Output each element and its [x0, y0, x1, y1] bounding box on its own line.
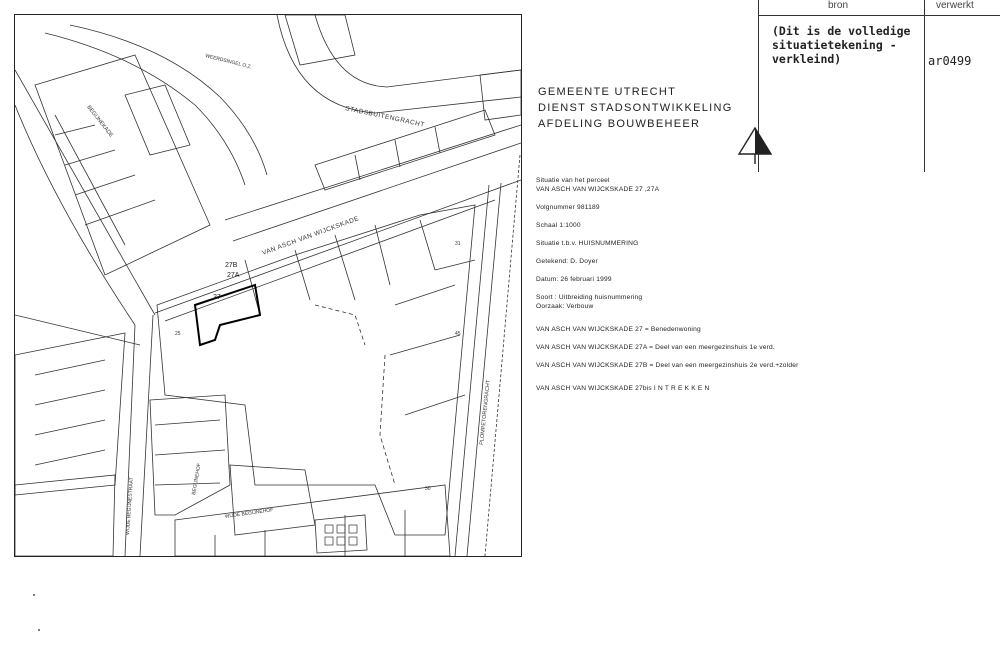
stamp-note-line: situatietekening -: [772, 38, 897, 52]
intrekken-entry: VAN ASCH VAN WIJCKSKADE 27bis I N T R E K K E N: [536, 385, 710, 392]
stamp-note-line: verkleind): [772, 52, 842, 66]
canal-edge: [277, 15, 521, 113]
street-label-stadsbuitengracht: STADSBUITENGRACHT: [344, 105, 426, 129]
building-block: [175, 485, 450, 556]
plot-boundary: [380, 355, 395, 485]
plot-boundary: [315, 305, 365, 345]
title-line: DIENST STADSONTWIKKELING: [538, 102, 733, 114]
address-entry: VAN ASCH VAN WIJCKSKADE 27A = Deel van een meergezinshuis 1e verd.: [536, 344, 775, 351]
archive-code: ar0499: [928, 54, 972, 68]
building-block: [150, 395, 230, 515]
house-number: 25: [175, 331, 181, 337]
map-drawing: [15, 15, 521, 556]
quay-road: [15, 70, 155, 315]
oorzaak: Oorzaak: Verbouw: [536, 303, 594, 310]
street-edge: [140, 315, 153, 556]
stamp-header-bron: bron: [828, 0, 849, 11]
archive-stamp: [758, 0, 1000, 172]
canal-edge: [485, 155, 520, 556]
street-label-weerdsingel: WEERDSINGEL O.Z.: [204, 53, 253, 71]
house-number: 30: [425, 486, 431, 492]
building-block: [230, 465, 315, 535]
canal-edge: [70, 25, 267, 175]
situation-map: [14, 14, 522, 557]
address-entry: VAN ASCH VAN WIJCKSKADE 27 = Benedenwoning: [536, 326, 701, 333]
stamp-note-line: (Dit is de volledige: [772, 24, 911, 38]
courtyard-grid: [325, 525, 357, 545]
soort: Soort : Uitbreiding huisnummering: [536, 294, 643, 301]
situatie-tbv: Situatie t.b.v. HUISNUMMERING: [536, 240, 639, 247]
building-block: [285, 15, 355, 65]
getekend: Getekend: D. Doyer: [536, 258, 598, 265]
building-block: [35, 55, 210, 275]
street-label-plompetorengracht: PLOMPETORENGRACHT: [479, 379, 492, 446]
scan-speck: [33, 594, 35, 596]
building-block: [125, 85, 190, 155]
address-entry: VAN ASCH VAN WIJCKSKADE 27B = Deel van een meergezinshuis 2e verd.+zolder: [536, 362, 799, 369]
building-block: [35, 360, 105, 465]
title-line: AFDELING BOUWBEHEER: [538, 118, 701, 130]
building-block: [315, 515, 367, 553]
house-number: 45: [455, 331, 461, 337]
street-label-begijnehof: BEGIJNEHOF: [191, 462, 203, 496]
situatie-label: Situatie van het perceel: [536, 177, 610, 184]
street-label-begijnekade: BEGIJNEKADE: [85, 104, 114, 139]
building-block: [15, 333, 125, 495]
datum: Datum: 26 februari 1999: [536, 276, 612, 283]
quay-road: [165, 200, 495, 321]
street-label-van-asch: VAN ASCH VAN WIJCKSKADE: [261, 215, 361, 257]
title-line: GEMEENTE UTRECHT: [538, 86, 677, 98]
street-label-wijde-begijnehof: WIJDE BEGIJNEHOF: [224, 507, 274, 520]
schaal: Schaal 1:1000: [536, 222, 581, 229]
house-number-27b: 27B: [225, 262, 238, 269]
building-block: [155, 420, 225, 485]
house-number-27a: 27A: [227, 272, 240, 279]
house-number: 31: [455, 241, 461, 247]
building-block: [15, 475, 115, 556]
organization-title: [538, 84, 733, 132]
house-number-27: 27: [213, 294, 221, 301]
quay-road: [233, 143, 521, 241]
building-block: [355, 127, 440, 180]
quay-road: [15, 315, 140, 345]
highlighted-parcel: [195, 285, 260, 345]
volgnummer: Volgnummer 981189: [536, 204, 600, 211]
stamp-note: [772, 24, 932, 66]
quay-road: [15, 105, 135, 325]
quay-road: [155, 180, 521, 313]
scan-speck: [38, 629, 40, 631]
street-label-wijde-begijnestraat: WIJDE BEGIJNESTRAAT: [125, 477, 136, 536]
situatie-value: VAN ASCH VAN WIJCKSKADE 27 ,27A: [536, 186, 660, 193]
quay-road: [225, 125, 521, 220]
parcel-info: [536, 176, 798, 393]
north-arrow-icon: [735, 126, 775, 166]
canal-edge: [315, 15, 521, 87]
stamp-header-verwerkt: verwerkt: [936, 0, 974, 11]
